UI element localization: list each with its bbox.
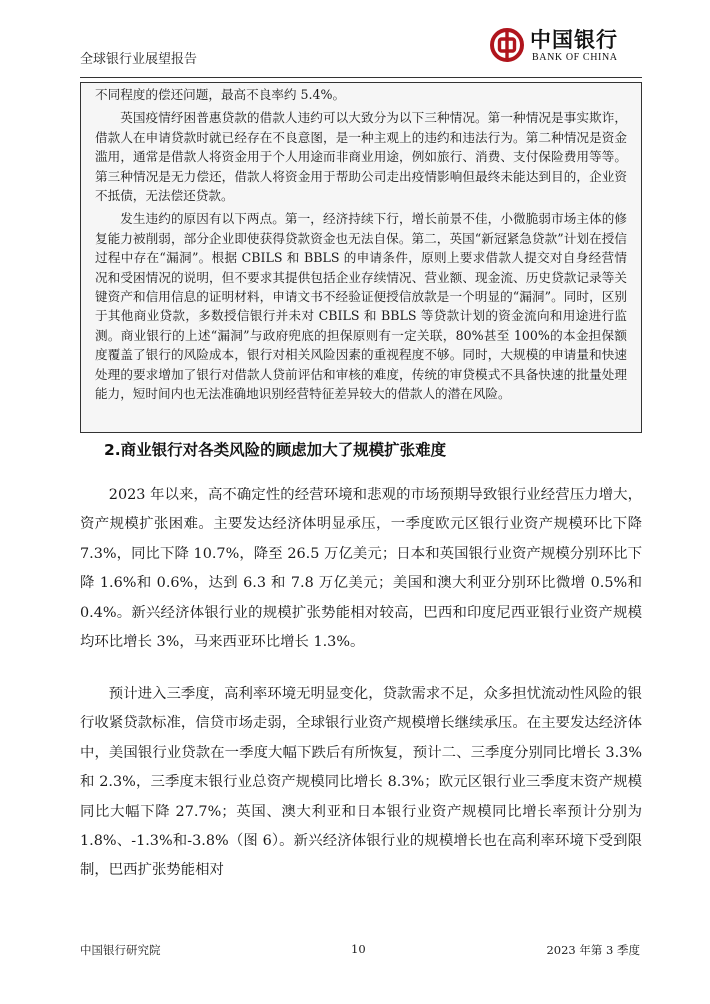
page-number: 10 [351,942,366,956]
bank-logo-icon [490,28,524,62]
logo-english-text: BANK OF CHINA [532,52,618,63]
box-paragraph-3: 发生违约的原因有以下两点。第一，经济持续下行，增长前景不佳，小微脆弱市场主体的修复能力被削弱，部分企业即使获得贷款资金也无法自保。第二，英国“新冠紧急贷款”计划在授信过程中存在“漏洞”。根据 CBILS 和 BBLS 的申请条件，原则上要求借款人提交对自身经营情况和受困情况的说明，但不要求其提供包括企业存续情况、营业额、现金流、历史贷款记录等关键资产和信用信息的证明材料，申请文书不经验证便授信放款是一个明显的“漏洞”。同时，区别于其他商业贷款，多数授信银行并未对 CBILS 和 BBLS 等贷款计划的资金流向和用途进行监测。商业银行的上述“漏洞”与政府兜底的担保原则有一定关联，80%甚至 100%的本金担保额度覆盖了银行的风险成本，银行对相关风险因素的重视程度不够。同时，大规模的申请量和快速处理的要求增加了银行对借款人贷前评估和审核的难度，传统的审贷模式不具备快速的批量处理能力，短时间内也无法准确地识别经营特征差异较大的借款人的潜在风险。 [95,211,627,402]
case-study-box [80,82,642,433]
body-paragraph-1: 2023 年以来，高不确定性的经营环境和悲观的市场预期导致银行业经营压力增大，资产规模扩张困难。主要发达经济体明显承压，一季度欧元区银行业资产规模环比下降 7.3%，同比下降 10.7%，降至 26.5 万亿美元；日本和英国银行业资产规模分别环比下降 1.6%和 0.6%，达到 6.3 和 7.8 万亿美元；美国和澳大利亚分别环比微增 0.5%和 0.4%。新兴经济体银行业的规模扩张势能相对较高，巴西和印度尼西亚银行业资产规模均环比增长 3%，马来西亚环比增长 1.3%。 [80,487,642,651]
bank-of-china-logo [490,22,640,72]
logo-chinese-text: 中国银行 [530,27,618,52]
page-header [80,22,640,74]
footer-period: 2023 年第 3 季度 [546,943,640,957]
box-paragraph-1: 不同程度的偿还问题，最高不良率约 5.4%。 [95,87,346,102]
box-paragraph-2: 英国疫情纾困普惠贷款的借款人违约可以大致分为以下三种情况。第一种情况是事实欺诈，借款人在申请贷款时就已经存在不良意图，是一种主观上的违约和违法行为。第二种情况是资金滥用，通常是借款人将资金用于个人用途而非商业用途，例如旅行、消费、支付保险费用等等。第三种情况是无力偿还，借款人将资金用于帮助公司走出疫情影响但最终未能达到目的，企业资不抵债，无法偿还贷款。 [95,110,627,204]
footer-organization: 中国银行研究院 [80,943,161,957]
body-paragraph-2: 预计进入三季度，高利率环境无明显变化，贷款需求不足，众多担忧流动性风险的银行收紧贷款标准，信贷市场走弱，全球银行业资产规模增长继续承压。在主要发达经济体中，美国银行业贷款在一季度大幅下跌后有所恢复，预计二、三季度分别同比增长 3.3%和 2.3%，三季度末银行业总资产规模同比增长 8.3%；欧元区银行业三季度末资产规模同比大幅下降 27.7%；英国、澳大利亚和日本银行业资产规模同比增长率预计分别为 1.8%、-1.3%和-3.8%（图 6）。新兴经济体银行业的规模增长也在高利率环境下受到限制，巴西扩张势能相对 [80,686,642,879]
report-title: 全球银行业展望报告 [80,52,198,67]
section-heading: 2.商业银行对各类风险的顾虑加大了规模扩张难度 [104,441,447,459]
header-divider [80,77,642,78]
